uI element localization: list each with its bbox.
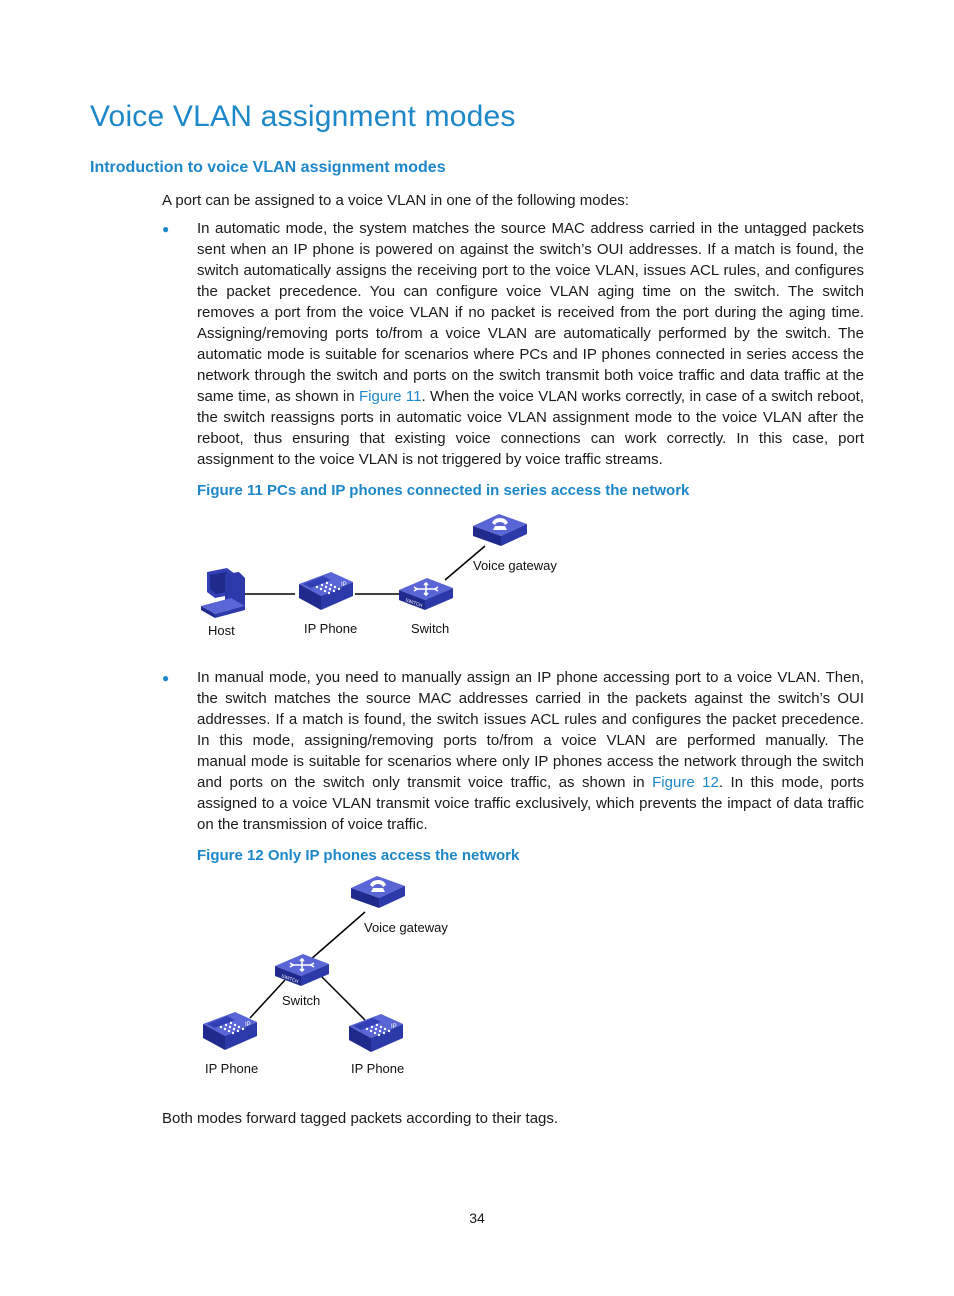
figure-11-link[interactable]: Figure 11 xyxy=(359,388,422,405)
text-line: assigned to a voice VLAN transmit voice traffic exclusively, which prevents the impact of data traffic xyxy=(197,795,864,812)
text-line: manual mode is suitable for scenarios where only IP phones access the network through the switch xyxy=(197,753,864,770)
text-line: switch automatically assigns the receiving port to the voice VLAN, issues ACL rules, and configures xyxy=(197,262,864,279)
ip-phone-icon xyxy=(203,1012,257,1050)
automatic-mode-paragraph xyxy=(197,218,864,470)
voice-gateway-label: Voice gateway xyxy=(364,920,448,935)
text-line: In manual mode, you need to manually assign an IP phone accessing port to a voice VLAN. Then, xyxy=(197,669,864,686)
text-line xyxy=(197,772,864,793)
link-switch-phone-left xyxy=(250,980,285,1018)
switch-label: Switch xyxy=(282,993,321,1008)
text-line: assignment to the voice VLAN is not triggered by voice traffic streams. xyxy=(197,451,663,468)
text-line: removes a port from the voice VLAN if no packet is received from the port during the aging time. xyxy=(197,304,864,321)
conclusion-paragraph: Both modes forward tagged packets according to their tags. xyxy=(162,1110,559,1127)
text-fragment: same time, as shown in xyxy=(197,388,359,405)
bullet-icon: ● xyxy=(162,222,170,236)
intro-paragraph: A port can be assigned to a voice VLAN in one of the following modes: xyxy=(162,192,629,209)
link-switch-phone-right xyxy=(320,975,365,1020)
text-line: the switch matches the source MAC addresses carried in the packets against the switch’s OUI xyxy=(197,690,864,707)
text-line: In this mode, assigning/removing ports to/from a voice VLAN are performed manually. The xyxy=(197,732,864,749)
text-line: Assigning/removing ports to/from a voice VLAN are automatically performed by the switch. The xyxy=(197,325,864,342)
figure-11-caption: Figure 11 PCs and IP phones connected in series access the network xyxy=(197,482,690,499)
ip-phone-right-label: IP Phone xyxy=(351,1061,405,1076)
figure-12-diagram xyxy=(195,870,465,1085)
page-number: 34 xyxy=(469,1210,485,1226)
text-line: network through the switch and ports on the switch transmit both voice traffic and data traffic at the xyxy=(197,367,864,384)
ip-phone-icon xyxy=(299,572,353,610)
figure-11-network xyxy=(195,508,575,643)
text-fragment: and ports on the switch only transmit voice traffic, as shown in xyxy=(197,774,653,791)
switch-icon xyxy=(399,578,453,610)
text-fragment: . When the voice VLAN works correctly, in case of a switch reboot, xyxy=(421,388,864,405)
section-heading: Introduction to voice VLAN assignment modes xyxy=(90,159,446,176)
text-line: on the transmission of voice traffic. xyxy=(197,816,428,833)
switch-label: Switch xyxy=(411,621,450,636)
host-label: Host xyxy=(208,623,235,638)
text-line: automatic mode is suitable for scenarios where PCs and IP phones connected in series access the xyxy=(197,346,864,363)
link-switch-gateway xyxy=(310,912,365,960)
figure-12-link[interactable]: Figure 12 xyxy=(652,774,719,791)
voice-gateway-label: Voice gateway xyxy=(473,558,557,573)
text-line xyxy=(197,386,864,407)
text-line: addresses. If a match is found, the switch issues ACL rules and configures the packet precedence. xyxy=(197,711,864,728)
manual-mode-paragraph xyxy=(197,667,864,835)
voice-gateway-icon xyxy=(473,514,527,546)
figure-11-diagram xyxy=(195,508,575,643)
ip-phone-left-label: IP Phone xyxy=(205,1061,259,1076)
ip-phone-label: IP Phone xyxy=(304,621,358,636)
text-line: sent when an IP phone is powered on against the switch’s OUI addresses. If a match is found, the xyxy=(197,241,864,258)
voice-gateway-icon xyxy=(351,876,405,908)
text-line: In automatic mode, the system matches the source MAC address carried in the untagged packets xyxy=(197,220,864,237)
figure-12-network xyxy=(195,870,465,1085)
text-line: reboot, thus ensuring that existing voice connections can work correctly. In this case, port xyxy=(197,430,864,447)
figure-12-caption: Figure 12 Only IP phones access the network xyxy=(197,847,520,864)
text-line: the packet precedence. You can configure voice VLAN aging time on the switch. The switch xyxy=(197,283,864,300)
text-line: the switch reassigns ports in automatic voice VLAN assignment mode to the voice VLAN after the xyxy=(197,409,864,426)
bullet-icon: ● xyxy=(162,671,170,685)
ip-phone-icon xyxy=(349,1014,403,1052)
page-title: Voice VLAN assignment modes xyxy=(90,100,516,133)
text-fragment: . In this mode, ports xyxy=(718,774,865,791)
host-computer-icon xyxy=(201,568,245,618)
